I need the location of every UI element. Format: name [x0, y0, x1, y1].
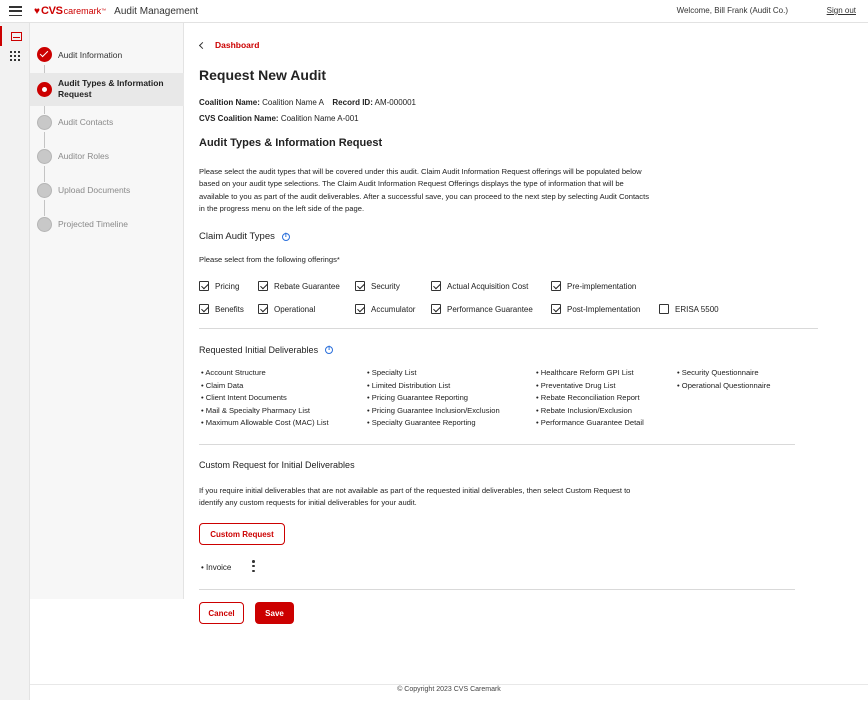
checkbox-box[interactable] — [659, 304, 669, 314]
deliverable-item: • Rebate Reconciliation Report — [536, 392, 644, 405]
checkbox-box[interactable] — [355, 304, 365, 314]
top-header — [0, 0, 868, 23]
step-connector — [44, 106, 45, 114]
checkbox-label: Security — [371, 281, 400, 291]
back-label: Dashboard — [215, 40, 260, 50]
checkbox-rebate-guarantee[interactable] — [258, 281, 340, 291]
custom-request-button[interactable]: Custom Request — [199, 523, 285, 545]
cvs-caremark-logo[interactable] — [34, 5, 106, 17]
coalition-info — [199, 98, 416, 107]
custom-request-title — [199, 460, 355, 470]
checkbox-box[interactable] — [199, 304, 209, 314]
step-projected-timeline[interactable] — [30, 216, 184, 234]
checkbox-label: Pricing — [215, 281, 240, 291]
deliverable-item: • Client Intent Documents — [201, 392, 329, 405]
footer-divider — [30, 684, 868, 685]
deliverable-item: • Pricing Guarantee Reporting — [367, 392, 500, 405]
footer-copyright: © Copyright 2023 CVS Caremark — [397, 686, 501, 693]
section-divider — [199, 328, 818, 329]
step-pending-icon — [37, 183, 52, 198]
step-audit-types[interactable] — [30, 73, 184, 106]
step-connector — [44, 65, 45, 73]
deliverable-item: • Account Structure — [201, 367, 329, 380]
chevron-left-icon — [199, 41, 206, 48]
intro-paragraph: Please select the audit types that will be covered under this audit. Claim Audit Information Request offerings will be populated below based on your audit type selections. The Claim Audit Information Request Offerings displays the type of information that will be available to you as part of the audit deliverables. After a successful save, you can proceed to the next step by selecting Audit Contacts in the progress menu on the left side of the page. — [199, 167, 649, 213]
progress-menu — [30, 23, 184, 599]
claim-audit-types-title — [199, 231, 290, 242]
deliverables-title — [199, 345, 333, 355]
claim-audit-types-label: Claim Audit Types — [199, 231, 275, 242]
deliverable-item: • Preventative Drug List — [536, 380, 644, 393]
checkbox-box[interactable] — [258, 281, 268, 291]
step-current-icon — [37, 82, 52, 97]
apps-grid-icon — [10, 51, 20, 61]
logo-trademark: ™ — [101, 8, 107, 14]
info-icon[interactable] — [325, 346, 333, 354]
rail-audit-management[interactable] — [0, 26, 30, 46]
checkbox-box[interactable] — [199, 281, 209, 291]
deliverable-item: • Operational Questionnaire — [677, 380, 770, 393]
deliverable-item: • Specialty List — [367, 367, 500, 380]
step-audit-contacts[interactable] — [30, 114, 184, 132]
checkbox-erisa-5500[interactable] — [659, 304, 719, 314]
app-title: Audit Management — [114, 5, 199, 17]
checkbox-actual-acquisition-cost[interactable] — [431, 281, 528, 291]
checkbox-label: Benefits — [215, 304, 244, 314]
deliverables-column-2 — [367, 367, 500, 430]
menu-icon[interactable] — [0, 0, 30, 23]
step-pending-icon — [37, 115, 52, 130]
deliverable-item: • Performance Guarantee Detail — [536, 417, 644, 430]
step-label: Audit Types & Information Request — [58, 78, 164, 99]
step-label: Audit Contacts — [58, 117, 114, 127]
step-label: Projected Timeline — [58, 219, 128, 229]
section-divider — [199, 589, 795, 590]
custom-request-paragraph: If you require initial deliverables that are not available as part of the requested initial deliverables, then select Custom Request to identify any custom requests for initial deliverables for your audit. — [199, 486, 631, 508]
record-id-label: Record ID: — [332, 98, 373, 107]
step-audit-information[interactable] — [30, 45, 184, 65]
step-upload-documents[interactable] — [30, 182, 184, 200]
checkbox-benefits[interactable] — [199, 304, 244, 314]
checkbox-operational[interactable] — [258, 304, 315, 314]
checkbox-label: Actual Acquisition Cost — [447, 281, 529, 291]
sign-out-link[interactable]: Sign out — [826, 6, 856, 15]
rail-apps[interactable] — [0, 46, 30, 66]
step-label: Audit Information — [58, 50, 123, 60]
coalition-name-label: Coalition Name: — [199, 98, 260, 107]
deliverable-item: • Claim Data — [201, 380, 329, 393]
deliverables-column-4 — [677, 367, 770, 392]
checkbox-performance-guarantee[interactable] — [431, 304, 533, 314]
cvs-coalition-info — [199, 114, 359, 123]
checkbox-box[interactable] — [431, 304, 441, 314]
section-divider — [199, 444, 795, 445]
deliverables-label: Requested Initial Deliverables — [199, 345, 319, 355]
checkbox-label: Rebate Guarantee — [274, 281, 340, 291]
record-id-value: AM-000001 — [374, 98, 416, 107]
logo-caremark: caremark — [63, 6, 102, 16]
checkbox-pre-implementation[interactable] — [551, 281, 636, 291]
step-connector — [44, 132, 45, 148]
checkbox-security[interactable] — [355, 281, 400, 291]
custom-item-invoice — [201, 563, 231, 572]
step-pending-icon — [37, 217, 52, 232]
coalition-name-value: Coalition Name A — [262, 98, 324, 107]
custom-item-label: Invoice — [206, 563, 232, 572]
cvs-coalition-value: Coalition Name A-001 — [280, 114, 359, 123]
deliverables-column-1 — [201, 367, 329, 430]
checkbox-box[interactable] — [431, 281, 441, 291]
section-title: Audit Types & Information Request — [199, 137, 383, 149]
heart-icon: ♥ — [34, 5, 40, 17]
monitor-icon — [11, 32, 22, 41]
logo-cvs: CVS — [40, 5, 63, 17]
deliverable-item: • Healthcare Reform GPI List — [536, 367, 644, 380]
info-icon[interactable] — [282, 233, 290, 241]
more-options-icon[interactable] — [252, 560, 255, 572]
checkbox-box[interactable] — [258, 304, 268, 314]
page-title: Request New Audit — [199, 67, 327, 83]
deliverable-item: • Specialty Guarantee Reporting — [367, 417, 500, 430]
cvs-coalition-label: CVS Coalition Name: — [199, 114, 279, 123]
deliverable-item: • Pricing Guarantee Inclusion/Exclusion — [367, 405, 500, 418]
checkbox-label: Accumulator — [371, 304, 416, 314]
checkbox-label: ERISA 5500 — [675, 304, 719, 314]
deliverable-item: • Rebate Inclusion/Exclusion — [536, 405, 644, 418]
deliverable-item: • Mail & Specialty Pharmacy List — [201, 405, 329, 418]
icon-rail — [0, 23, 30, 700]
custom-request-label: Custom Request for Initial Deliverables — [199, 460, 355, 470]
step-connector — [44, 200, 45, 216]
checkbox-accumulator[interactable] — [355, 304, 415, 314]
step-auditor-roles[interactable] — [30, 148, 184, 166]
step-label: Upload Documents — [58, 185, 131, 195]
checkbox-post-implementation[interactable] — [551, 304, 640, 314]
save-button[interactable]: Save — [255, 602, 294, 624]
step-pending-icon — [37, 149, 52, 164]
back-to-dashboard-link[interactable] — [200, 40, 259, 50]
deliverables-column-3 — [536, 367, 644, 430]
step-connector — [44, 166, 45, 182]
custom-item-bullet: • — [201, 563, 207, 572]
cancel-button[interactable]: Cancel — [199, 602, 244, 624]
deliverable-item: • Security Questionnaire — [677, 367, 770, 380]
checkbox-label: Operational — [274, 304, 316, 314]
checkbox-pricing[interactable] — [199, 281, 239, 291]
checkbox-box[interactable] — [355, 281, 365, 291]
step-complete-icon — [37, 47, 52, 62]
checkbox-label: Performance Guarantee — [447, 304, 533, 314]
checkbox-box[interactable] — [551, 304, 561, 314]
deliverable-item: • Limited Distribution List — [367, 380, 500, 393]
deliverable-item: • Maximum Allowable Cost (MAC) List — [201, 417, 329, 430]
offerings-hint: Please select from the following offerings* — [199, 255, 340, 264]
checkbox-label: Pre-implementation — [567, 281, 637, 291]
welcome-text: Welcome, Bill Frank (Audit Co.) — [676, 6, 788, 15]
checkbox-box[interactable] — [551, 281, 561, 291]
checkbox-label: Post-Implementation — [567, 304, 641, 314]
step-label: Auditor Roles — [58, 151, 110, 161]
